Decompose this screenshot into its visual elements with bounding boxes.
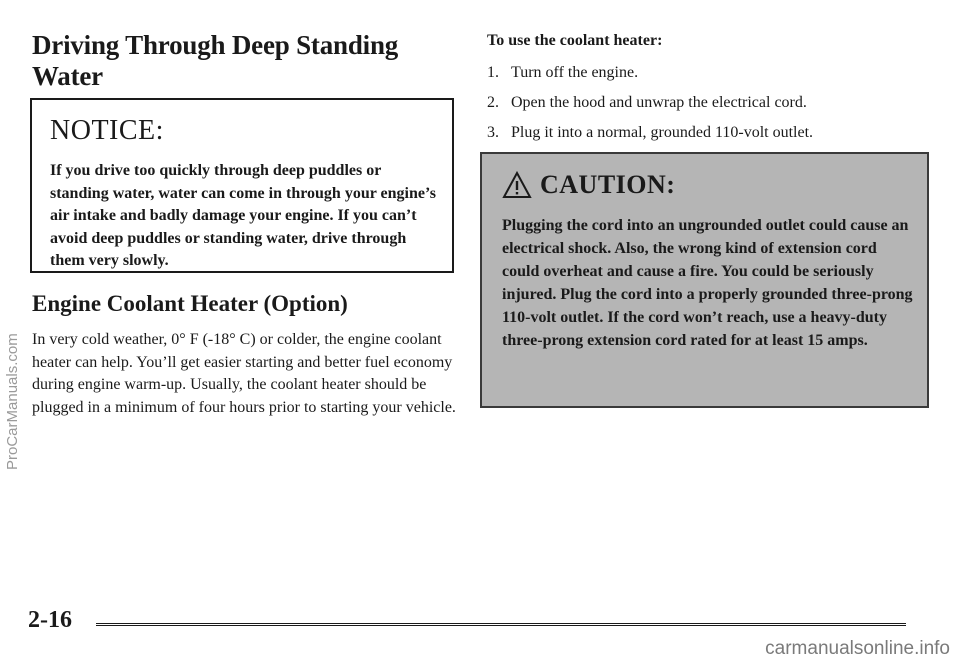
page-number: 2-16 xyxy=(28,607,72,633)
instructions-subhead: To use the coolant heater: xyxy=(487,32,663,49)
list-item xyxy=(487,122,927,144)
right-column xyxy=(487,30,927,152)
step-number: 2. xyxy=(487,94,499,111)
watermark-left: ProCarManuals.com xyxy=(4,333,21,470)
caution-title: CAUTION: xyxy=(540,170,676,199)
watermark-right: carmanualsonline.info xyxy=(765,638,950,659)
caution-box xyxy=(480,152,929,408)
step-text: Plug it into a normal, grounded 110-volt outlet. xyxy=(511,124,814,141)
section-title: Engine Coolant Heater (Option) xyxy=(32,291,348,316)
list-item xyxy=(487,92,927,114)
left-column xyxy=(32,30,462,92)
section-body: In very cold weather, 0° F (-18° C) or colder, the engine coolant heater can help. You’ll get easier starting and better fuel economy during engine warm-up. Usually, the coolant heater should be plugged in a minimum of four hours prior to starting your vehicle. xyxy=(32,331,456,416)
page-title: Driving Through Deep Standing Water xyxy=(32,30,399,91)
warning-triangle-icon xyxy=(502,171,532,199)
step-text: Open the hood and unwrap the electrical cord. xyxy=(511,94,807,111)
notice-text: If you drive too quickly through deep puddles or standing water, water can come in through your engine’s air intake and badly damage your engine. If you can’t avoid deep puddles or standing water, drive through them very slowly. xyxy=(50,162,436,269)
caution-text: Plugging the cord into an ungrounded outlet could cause an electrical shock. Also, the wrong kind of extension cord could overheat and cause a fire. You could be seriously injured. Plug the cord into a properly grounded three-prong 110-volt outlet. If the cord won’t reach, use a heavy-duty three-prong extension cord rated for at least 15 amps. xyxy=(502,217,913,349)
steps-list xyxy=(487,62,927,144)
step-text: Turn off the engine. xyxy=(511,64,639,81)
notice-title: NOTICE: xyxy=(50,115,164,146)
step-number: 3. xyxy=(487,124,499,141)
list-item xyxy=(487,62,927,84)
notice-box xyxy=(30,98,454,273)
footer-rule xyxy=(96,623,906,626)
caution-header xyxy=(502,170,913,200)
step-number: 1. xyxy=(487,64,499,81)
